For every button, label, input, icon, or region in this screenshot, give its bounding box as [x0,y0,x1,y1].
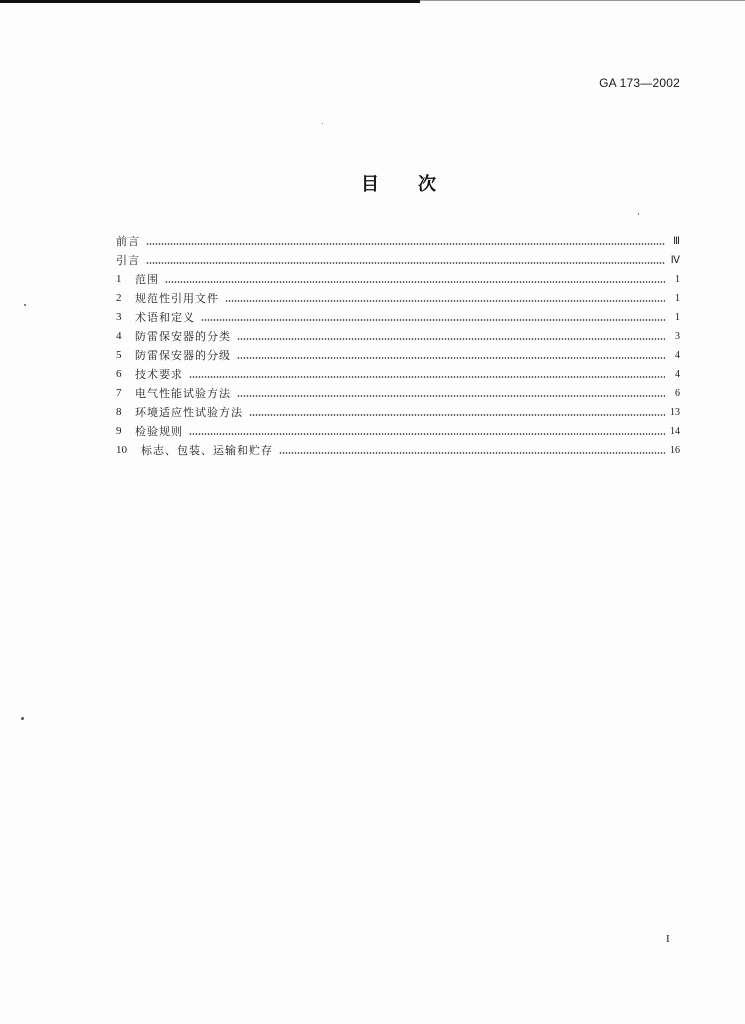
toc-entry-number: 3 [116,311,122,323]
toc-entry-number: 6 [116,368,122,380]
toc-entry-title: 防雷保安器的分级 [135,349,231,362]
table-of-contents [116,232,680,460]
toc-entry-page: 4 [675,350,680,361]
dot-leader [201,319,665,321]
page-number: I [666,933,670,945]
toc-title-second-char: 次 [418,174,436,195]
dot-leader [146,262,665,264]
toc-entry-introduction [116,251,680,270]
toc-entry-number: 10 [116,444,127,456]
toc-entry-page: 1 [675,293,680,304]
toc-entry-page: Ⅲ [673,236,680,247]
toc-entry-page: 1 [675,274,680,285]
toc-entry-page: 4 [675,369,680,380]
toc-entry-4 [116,327,680,346]
dot-leader [237,338,665,340]
dot-leader [279,452,665,454]
dot-leader [237,357,665,359]
toc-entry-number: 1 [116,273,122,285]
toc-entry-title: 技术要求 [135,368,183,381]
toc-entry-title: 前言 [116,235,140,248]
toc-entry-title: 检验规则 [135,425,183,438]
toc-entry-foreword [116,232,680,251]
toc-entry-page: Ⅳ [670,255,680,266]
toc-title-first-char: 目 [361,174,379,195]
toc-entry-title: 环境适应性试验方法 [135,406,243,419]
toc-entry-8 [116,403,680,422]
toc-entry-page: 14 [670,426,680,437]
toc-entry-10 [116,441,680,460]
toc-entry-number: 2 [116,292,122,304]
toc-entry-number: 8 [116,406,122,418]
toc-entry-number: 9 [116,425,122,437]
toc-entry-title: 防雷保安器的分类 [135,330,231,343]
toc-entry-title: 范围 [135,273,159,286]
toc-entry-page: 16 [670,445,680,456]
toc-entry-number: 4 [116,330,122,342]
scan-speck [322,123,323,124]
scan-edge-line [420,0,745,1]
dot-leader [189,433,665,435]
toc-entry-title: 引言 [116,254,140,267]
toc-entry-title: 电气性能试验方法 [135,387,231,400]
standard-code: GA 173—2002 [599,76,680,90]
toc-entry-1 [116,270,680,289]
toc-entry-2 [116,289,680,308]
toc-entry-7 [116,384,680,403]
toc-entry-title: 规范性引用文件 [135,292,219,305]
toc-entry-9 [116,422,680,441]
toc-entry-page: 1 [675,312,680,323]
scan-speck [638,213,639,215]
dot-leader [165,281,665,283]
toc-entry-page: 3 [675,331,680,342]
toc-entry-page: 13 [670,407,680,418]
toc-entry-title: 标志、包装、运输和贮存 [141,444,273,457]
toc-entry-title: 术语和定义 [135,311,195,324]
toc-entry-page: 6 [675,388,680,399]
toc-entry-number: 7 [116,387,122,399]
dot-leader [249,414,665,416]
dot-leader [225,300,665,302]
scan-edge-bar [0,0,420,3]
toc-entry-6 [116,365,680,384]
toc-entry-number: 5 [116,349,122,361]
toc-entry-3 [116,308,680,327]
scan-speck [24,304,26,306]
scan-speck [21,717,24,720]
toc-entry-5 [116,346,680,365]
dot-leader [146,243,665,245]
dot-leader [189,376,665,378]
dot-leader [237,395,665,397]
